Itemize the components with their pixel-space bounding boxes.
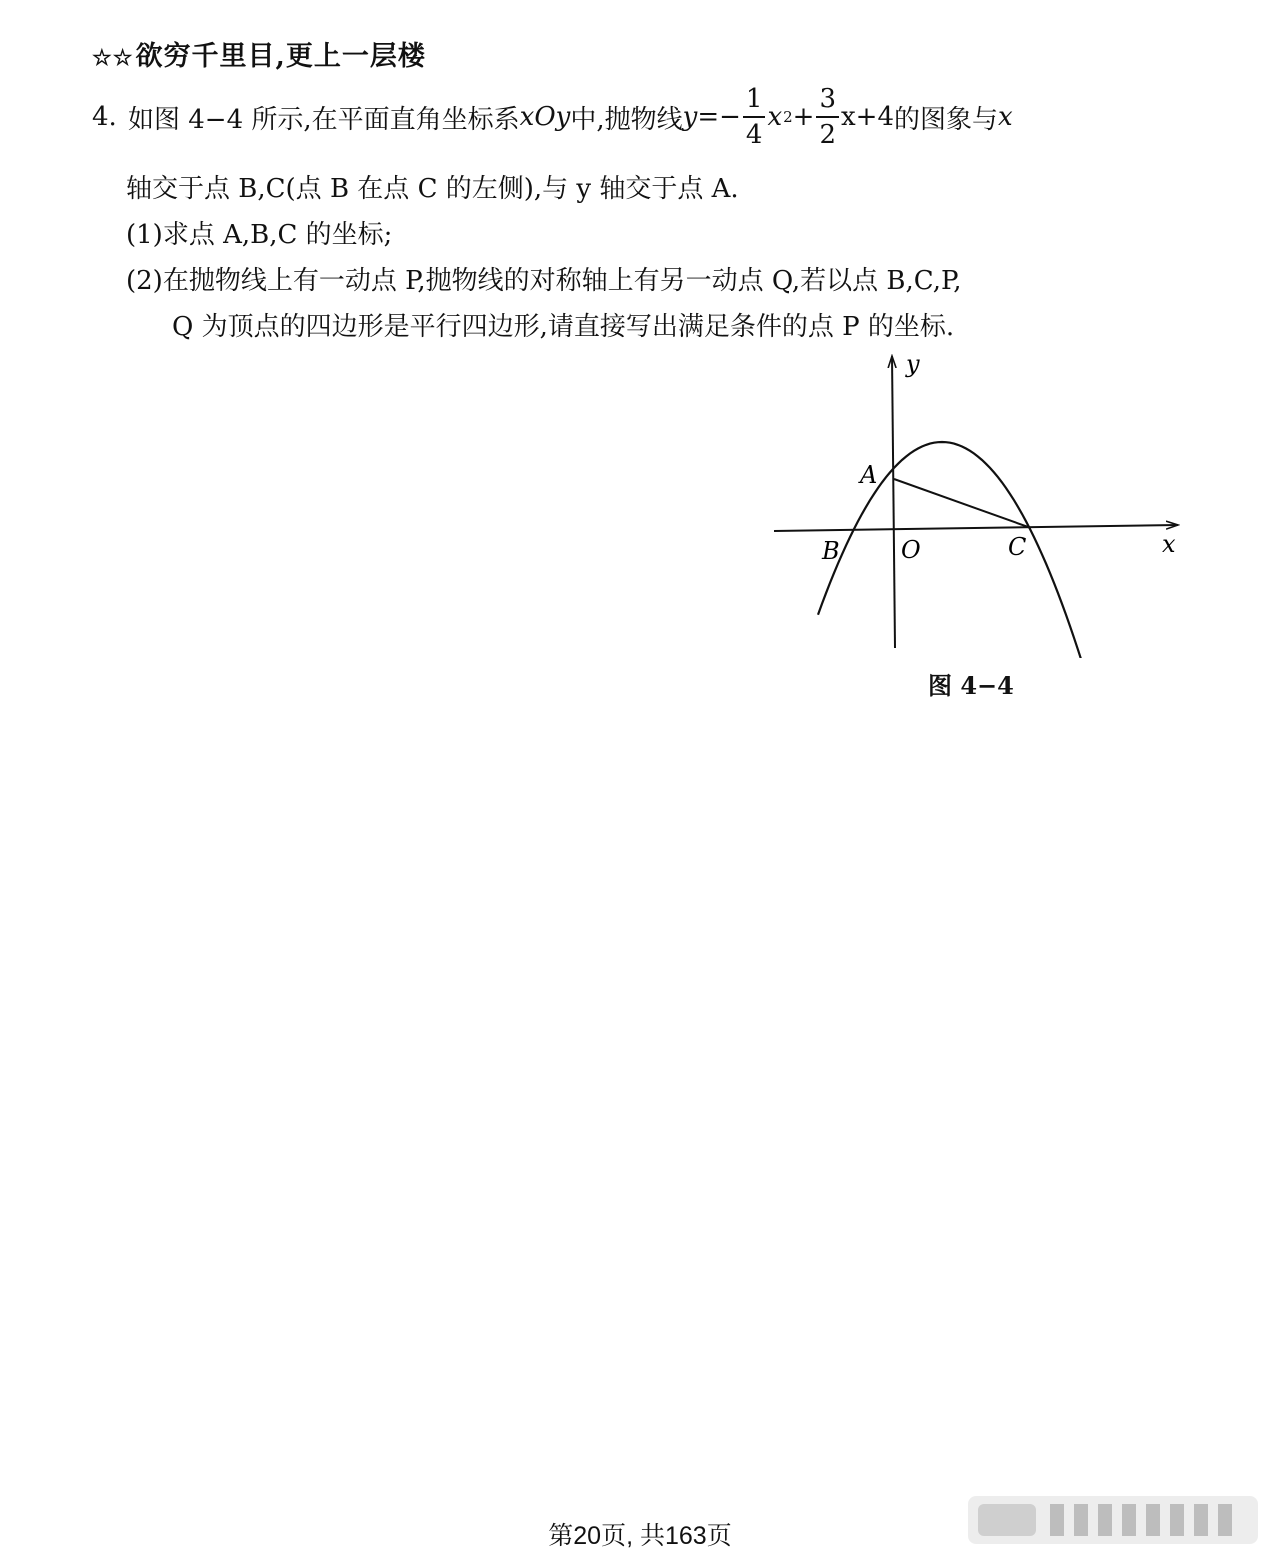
equation-plus: + [792, 102, 815, 132]
y-axis [892, 356, 895, 648]
question-after-equation: 的图象与 [894, 104, 999, 135]
point-b-label: B [822, 537, 840, 565]
question-after-coord: 中,抛物线 [570, 104, 683, 135]
equation-exponent: 2 [783, 108, 793, 126]
figure-caption: 图 4−4 [928, 671, 1014, 700]
parabola-curve [818, 442, 1082, 658]
question-part-2-line-2: Q 为顶点的四边形是平行四边形,请直接写出满足条件的点 P 的坐标. [172, 312, 955, 342]
fraction-denominator: 4 [745, 120, 763, 150]
equation-x-squared: x [767, 102, 783, 132]
x-axis [774, 525, 1178, 531]
axis-x-label: x [1162, 530, 1176, 558]
equation-tail: x+4 [841, 102, 894, 132]
question-first-line [92, 86, 1202, 148]
fraction-three-halves [816, 86, 839, 148]
fraction-numerator: 3 [816, 86, 839, 118]
fraction-denominator: 2 [819, 120, 836, 150]
question-part-1: (1)求点 A,B,C 的坐标; [126, 220, 393, 250]
origin-label: O [901, 536, 921, 564]
question-intro: 如图 4−4 所示,在平面直角坐标系 [128, 104, 520, 135]
equation-equals: =− [697, 102, 741, 132]
question-second-line: 轴交于点 B,C(点 B 在点 C 的左侧),与 y 轴交于点 A. [126, 174, 739, 204]
question-number: 4. [92, 102, 117, 132]
point-a-label: A [860, 461, 878, 489]
fraction-numerator: 1 [743, 86, 766, 118]
parabola-figure [760, 348, 1200, 658]
fraction-one-quarter [743, 86, 766, 148]
equation-y: y [682, 102, 698, 132]
axis-y-label: y [906, 350, 920, 378]
star-icons: ☆☆ [92, 45, 134, 71]
point-c-label: C [1008, 533, 1027, 561]
axis-x-word: x [998, 102, 1013, 132]
section-heading [92, 34, 426, 73]
segment-ac [894, 479, 1031, 528]
page-footer: 第20页, 共163页 [548, 1522, 732, 1550]
question-part-2-line-1: (2)在抛物线上有一动点 P,抛物线的对称轴上有另一动点 Q,若以点 B,C,P, [126, 266, 962, 296]
coordinate-system: xOy [519, 102, 571, 132]
section-title: 欲穷千里目,更上一层楼 [135, 41, 426, 72]
